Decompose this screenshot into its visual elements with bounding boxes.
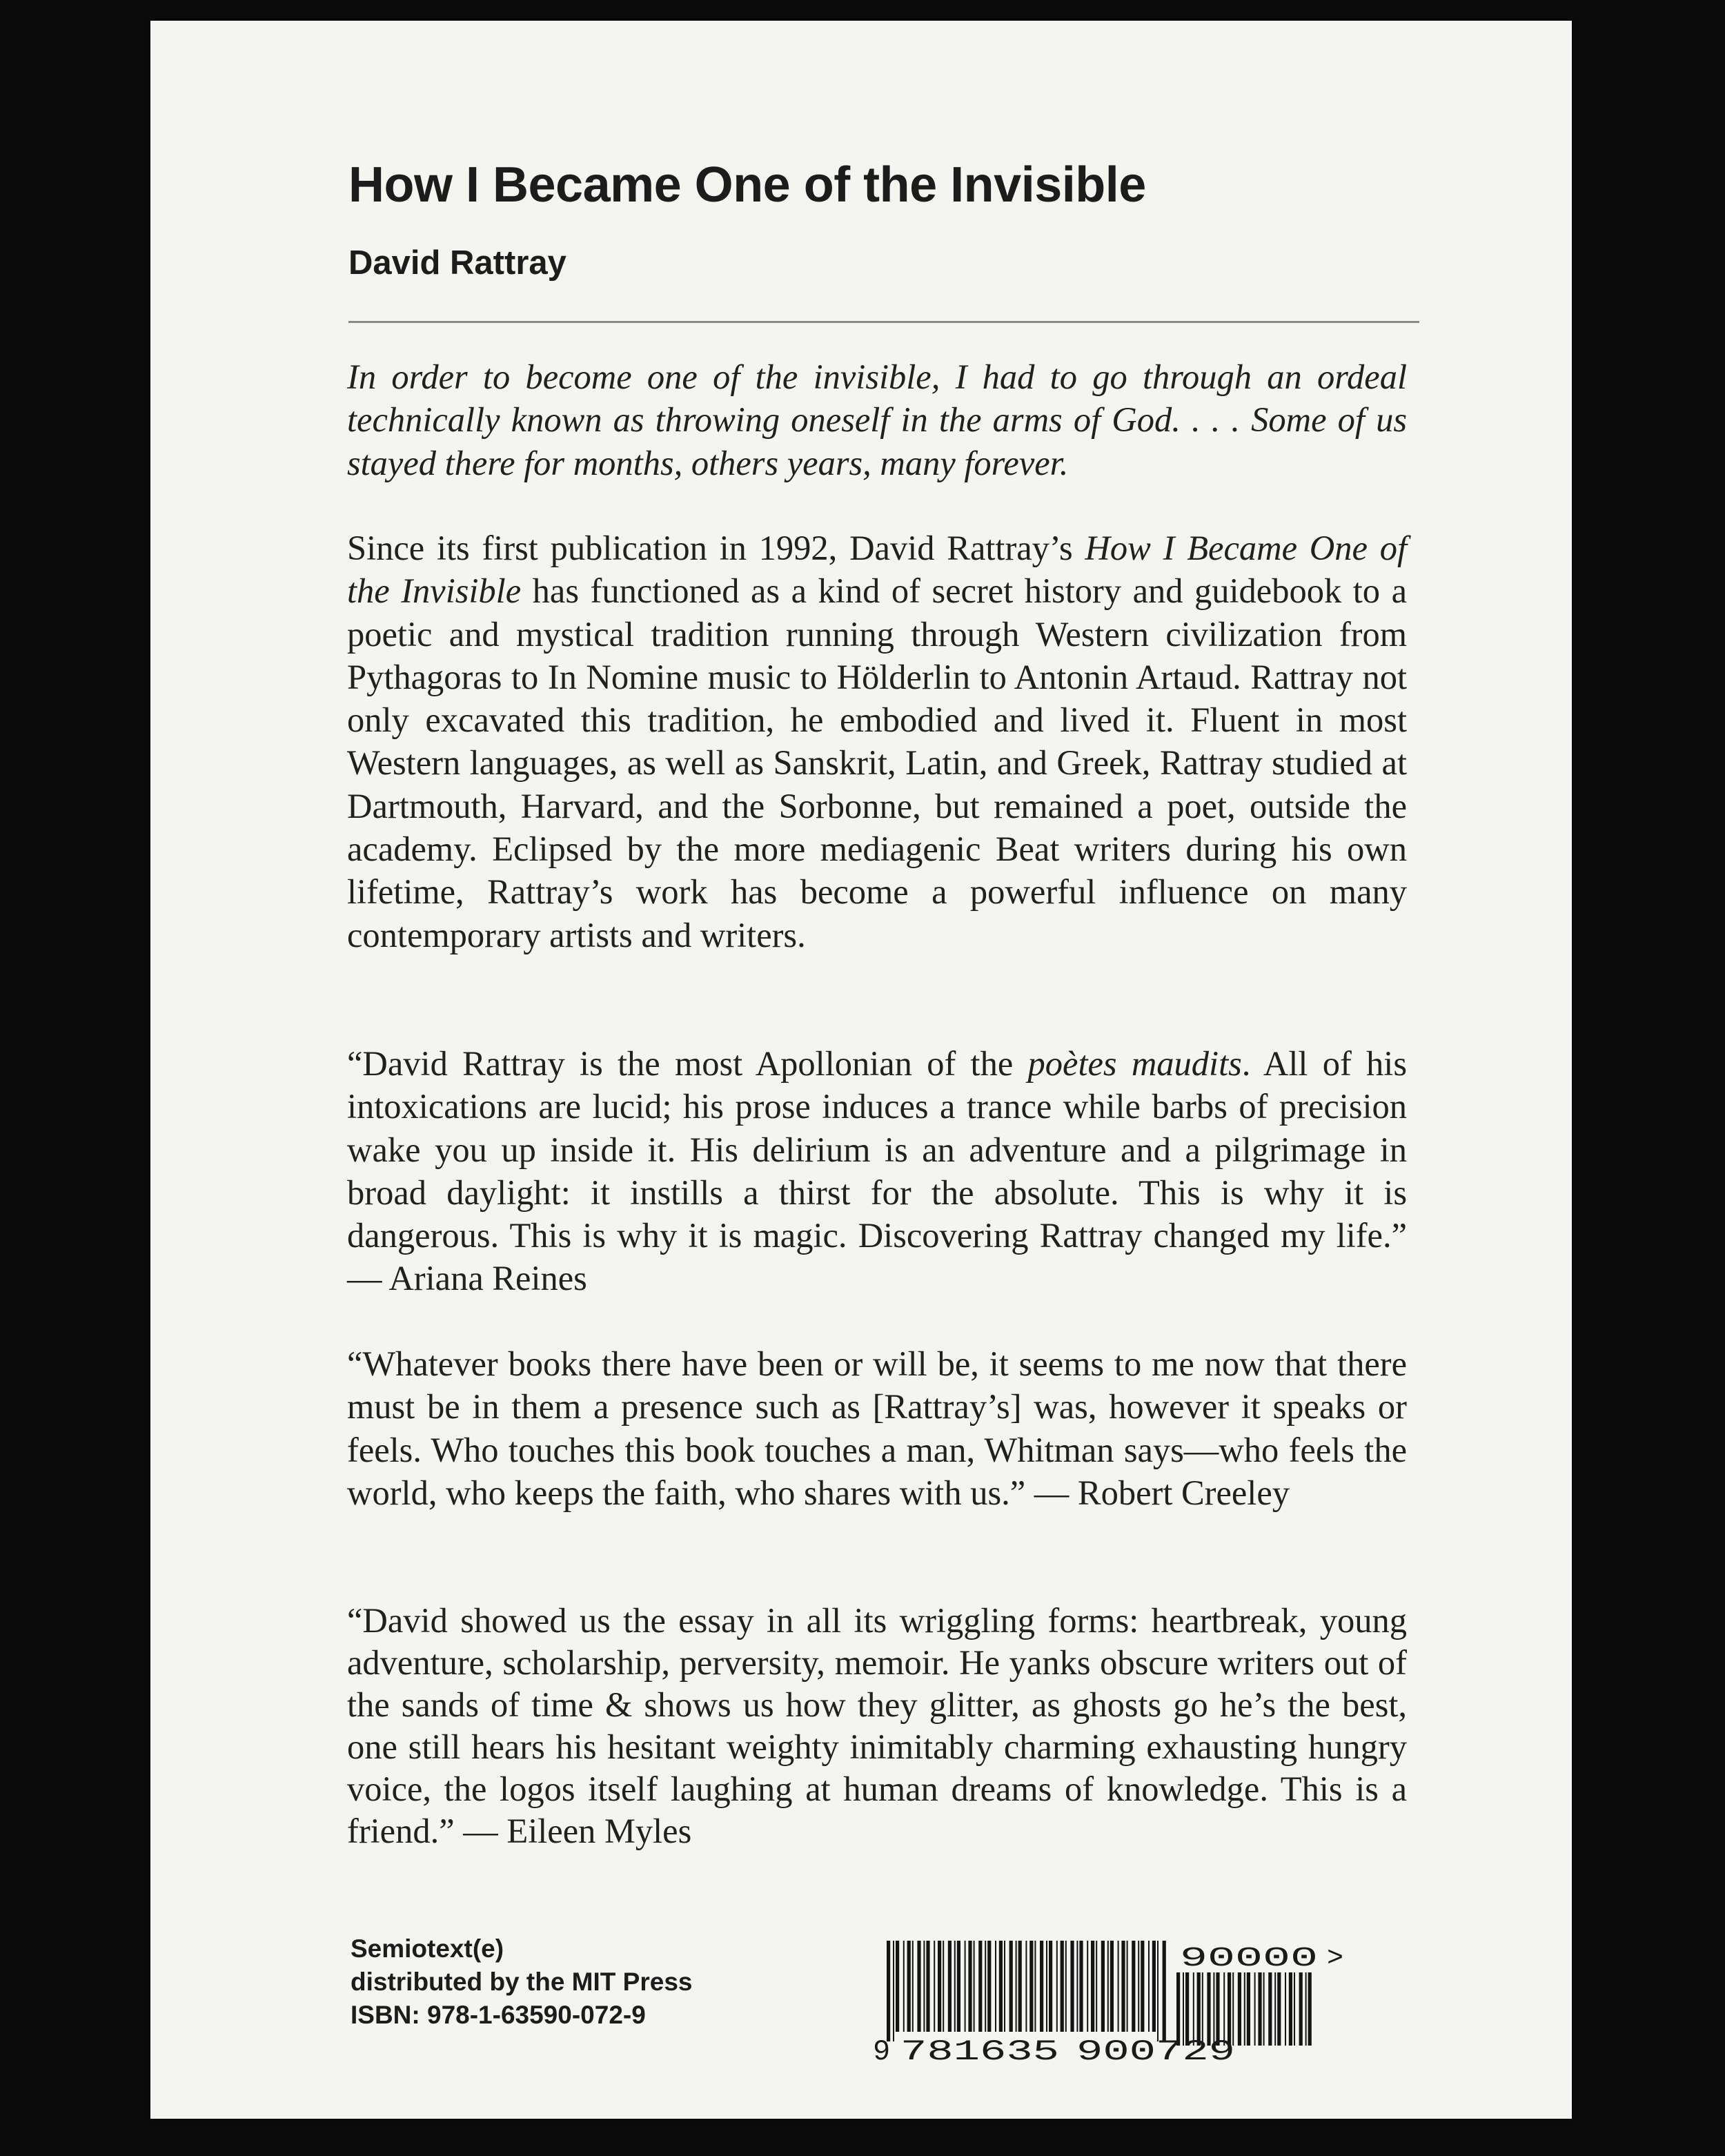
publisher-name: Semiotext(e) xyxy=(351,1934,504,1963)
isbn-line: ISBN: 978-1-63590-072-9 xyxy=(351,2001,646,2029)
blurb-creeley xyxy=(347,1342,1407,1514)
blurb-reines xyxy=(347,1042,1407,1300)
publisher-imprint xyxy=(351,1932,692,2032)
distributor-line: distributed by the MIT Press xyxy=(351,1968,693,1996)
isbn-barcode xyxy=(873,1941,1494,2065)
blurb-text: “Whatever books there have been or will be, it seems to me now that there must be in them a presence such as [Rattray’s] was, however it speaks or feels. Who touches this book touches a man, Whitman says—who feels the world, who keeps the faith, who shares with us.” xyxy=(347,1344,1407,1512)
blurb-attribution: — Robert Creeley xyxy=(1025,1473,1290,1512)
blurb-attribution: — Eileen Myles xyxy=(454,1812,692,1850)
barcode-left-digits: 781635 xyxy=(900,2035,1059,2065)
book-author: David Rattray xyxy=(348,244,566,282)
blurb-text: . All of his intoxications are lucid; his prose induces a trance while barbs of precision wake you up inside it. His delirium is an adventure and a pilgrimage in broad daylight: it instills a thirst for the absolute. This is why it is dangerous. This is why it is magic. Discovering Rattray changed my life.” xyxy=(347,1044,1407,1255)
epigraph: In order to become one of the invisible, I had to go through an ordeal technically known as throwing oneself in the arms of God. . . . Some of us stayed there for months, others years, many forever. xyxy=(347,357,1407,482)
description-title: How I Became One of the Invisible xyxy=(347,529,1407,611)
barcode-addon-marker: > xyxy=(1327,1943,1344,1974)
blurb-italic-phrase: poètes maudits xyxy=(1027,1044,1242,1083)
blurb-text: “David Rattray is the most Apollonian of the xyxy=(347,1044,1028,1083)
barcode-right-digits: 900729 xyxy=(1076,2035,1235,2065)
book-description xyxy=(347,527,1407,957)
blurb-text: “David showed us the essay in all its wriggling forms: heartbreak, young adventure, scholarship, perversity, memoir. He yanks obscure writers out of the sands of time & shows us how they glitter, as ghosts go he’s the best, one still hears his hesitant weighty inimitably charming exhausting hungry voice, the logos itself laughing at human dreams of knowledge. This is a friend.” xyxy=(347,1601,1407,1850)
book-title: How I Became One of the Invisible xyxy=(348,157,1146,213)
divider-rule xyxy=(348,321,1419,323)
description-text: has functioned as a kind of secret history and guidebook to a poetic and mystical tradition running through Western civilization from Pythagoras to In Nomine music to Hölderlin to Antonin Artaud. Rattray not only excavated this tradition, he embodied and lived it. Fluent in most Western languages, as well as Sanskrit, Latin, and Greek, Rattray studied at Dartmouth, Harvard, and the Sorbonne, but remained a poet, outside the academy. Eclipsed by the more mediagenic Beat writers during his own lifetime, Rattray’s work has become a powerful influence on many contemporary artists and writers. xyxy=(347,571,1407,954)
barcode-main-bars xyxy=(887,1941,1166,2041)
description-text: Since its first publication in 1992, David Rattray’s xyxy=(347,529,1085,567)
barcode-lead-digit: 9 xyxy=(873,2035,891,2065)
barcode-addon-digits: 90000 xyxy=(1180,1943,1318,1974)
blurb-myles xyxy=(347,1600,1407,1852)
blurb-attribution: — Ariana Reines xyxy=(347,1259,587,1298)
